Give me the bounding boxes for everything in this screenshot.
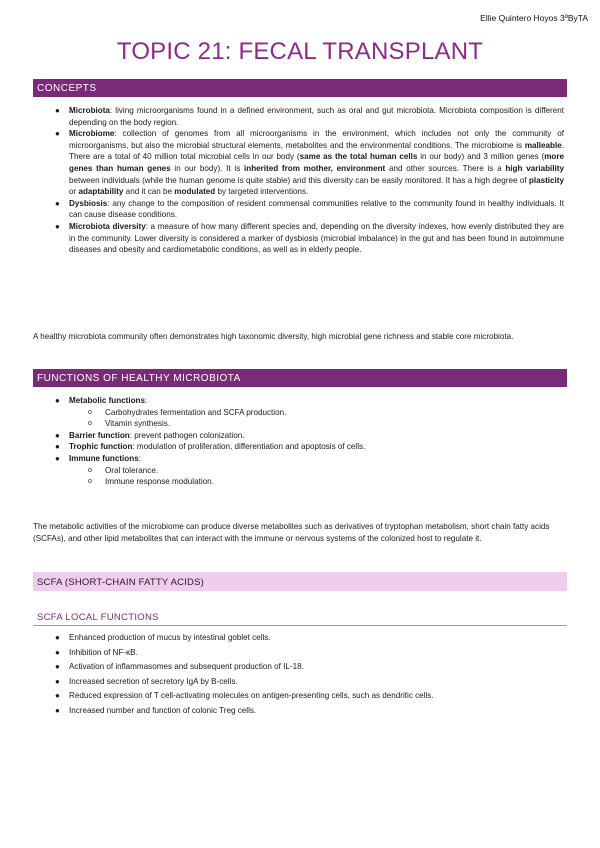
functions-list — [33, 395, 564, 488]
bullet-icon: ● — [55, 676, 60, 686]
list-item: ● Enhanced production of mucus by intestinal goblet cells. — [55, 633, 271, 642]
bullet-icon: ● — [55, 106, 60, 115]
bullet-icon: ● — [55, 221, 60, 231]
list-item: ● Trophic function: modulation of proliferation, differentiation and apoptosis of cells. — [55, 442, 366, 452]
list-item: ● Metabolic functions: o Carbohydrates fermentation and SCFA production. o Vitamin synthesis. — [33, 395, 564, 430]
list-item: ● Increased number and function of colonic Treg cells. — [55, 705, 257, 715]
bullet-icon: ● — [55, 662, 60, 672]
sub-list-item: o Vitamin synthesis. — [88, 419, 171, 429]
circle-bullet-icon: o — [88, 408, 92, 416]
circle-bullet-icon: o — [88, 478, 92, 486]
bullet-icon: ● — [55, 633, 60, 642]
bullet-icon: ● — [55, 396, 60, 405]
sub-list-item: o Immune response modulation. — [88, 477, 214, 487]
scfa-heading: SCFA (SHORT-CHAIN FATTY ACIDS) — [33, 572, 567, 591]
functions-paragraph: The metabolic activities of the microbiome can produce diverse metabolites such as derivatives of tryptophan metabolism, short chain fatty acids (SCFAs), and other lipid metabolites that can interact with the immune or nervous systems of the colonized host to regulate it. — [33, 522, 550, 543]
list-item: ● Reduced expression of T cell-activating molecules on antigen-presenting cells, such as dendritic cells. — [55, 691, 434, 701]
circle-bullet-icon: o — [88, 420, 92, 428]
list-item: ● Barrier function: prevent pathogen colonization. — [55, 430, 245, 440]
list-item: ● Increased secretion of secretory IgA by B-cells. — [55, 676, 238, 686]
list-item: ● Microbiome: collection of genomes from all microorganisms in the environment, which includes not only the community of microorganisms, but also the microbial structural elements, metabolites and the environmental conditions. The microbiome is malleable. There are a total of 40 million total microbial cells in our body (same as the total human cells in our body) and 3 million genes (more genes than human genes in our body). It is inherited from mother, environment and other sources. There is a high variability between individuals (while the human genome is quite stable) and this diversity can be easily monitored. It has a high degree of plasticity or adaptability and it can be modulated by targeted interventions. — [55, 129, 564, 197]
list-item: ● Microbiota diversity: a measure of how many different species and, depending on the diversity indexes, how evenly distributed they are in the community. Lower diversity is considered a marker of dysbiosis (microbial imbalance) in the gut and has been found in autoimmune diseases and obesity and cardiometabolic conditions, as well as in elderly people. — [55, 221, 564, 255]
sub-list-item: o Carbohydrates fermentation and SCFA production. — [88, 407, 287, 417]
bullet-icon: ● — [55, 442, 60, 452]
list-item: ● Inhibition of NF-κB. — [55, 647, 138, 657]
author-header: Ellie Quintero Hoyos 3ºByTA — [480, 13, 588, 23]
immune-sublist — [69, 465, 564, 488]
list-item: ● Dysbiosis: any change to the composition of resident commensal communities relative to the community found in healthy individuals. It can cause disease conditions. — [55, 198, 564, 220]
functions-heading: FUNCTIONS OF HEALTHY MICROBIOTA — [33, 369, 567, 387]
bullet-icon: ● — [55, 647, 60, 657]
bullet-icon: ● — [55, 430, 60, 440]
scfa-local-list — [33, 632, 564, 717]
metabolic-sublist — [69, 407, 564, 430]
list-item: ● Immune functions: o Oral tolerance. o Immune response modulation. — [33, 453, 564, 488]
list-item: ● Activation of inflammasomes and subsequent production of IL-18. — [55, 662, 304, 672]
page-title: TOPIC 21: FECAL TRANSPLANT — [116, 38, 484, 65]
concepts-heading: CONCEPTS — [33, 79, 567, 97]
bullet-icon: ● — [55, 691, 60, 701]
concepts-list — [33, 105, 564, 256]
sub-list-item: o Oral tolerance. — [88, 465, 159, 475]
list-item: ● Microbiota: living microorganisms found in a defined environment, such as oral and gut microbiota. Microbiota composition is different depending on the body region. — [55, 106, 564, 127]
circle-bullet-icon: o — [88, 466, 92, 474]
bullet-icon: ● — [55, 705, 60, 715]
bullet-icon: ● — [55, 453, 60, 463]
concepts-paragraph: A healthy microbiota community often demonstrates high taxonomic diversity, high microbial gene richness and stable core microbiota. — [33, 332, 514, 341]
scfa-local-heading: SCFA LOCAL FUNCTIONS — [33, 612, 567, 626]
bullet-icon: ● — [55, 129, 60, 139]
bullet-icon: ● — [55, 198, 60, 208]
